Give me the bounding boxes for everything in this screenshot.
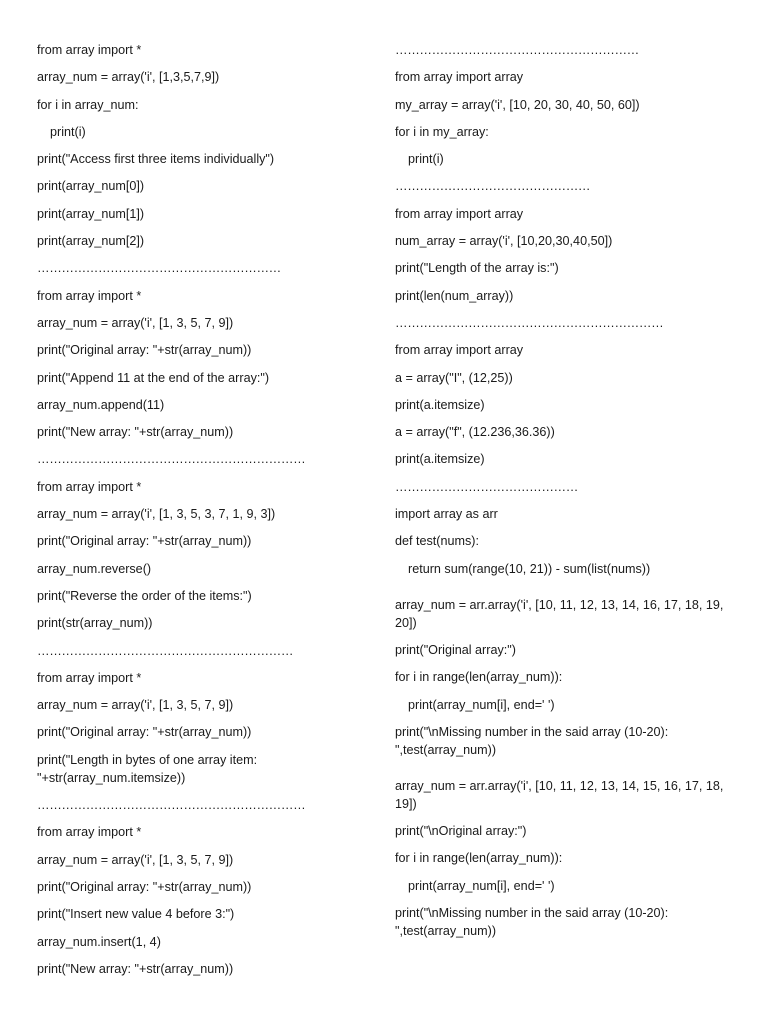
code-line: a = array("I", (12,25)) (395, 370, 513, 385)
code-line: print(a.itemsize) (395, 397, 485, 412)
separator-line: ………………………………………… (395, 179, 591, 194)
separator-line: ………………………………………………………… (37, 452, 306, 467)
code-line: from array import array (395, 206, 524, 221)
code-line: def test(nums): (395, 534, 479, 549)
code-line: print(i) (50, 124, 86, 139)
separator-line: ………………………………………………………… (37, 798, 306, 813)
code-line: print("Original array: "+str(array_num)) (37, 725, 252, 740)
code-line: print("Original array:") (395, 642, 516, 657)
code-line: from array import array (395, 343, 524, 358)
code-line: print("Insert new value 4 before 3:") (37, 907, 235, 922)
left-code-column (37, 41, 357, 987)
code-line: print("Original array: "+str(array_num)) (37, 879, 252, 894)
code-line: print(array_num[i], end=' ') (408, 697, 555, 712)
code-line: array_num.reverse() (37, 561, 152, 576)
code-line: print("\nMissing number in the said array (10-20): ",test(array_num)) (395, 906, 672, 939)
code-line: print("Access first three items individually") (37, 152, 275, 167)
code-line: import array as arr (395, 507, 498, 522)
right-code-column (395, 41, 740, 949)
code-line: print(array_num[0]) (37, 179, 145, 194)
code-line: num_array = array('i', [10,20,30,40,50]) (395, 234, 613, 249)
code-line: print(array_num[1]) (37, 206, 145, 221)
code-line: print("Original array: "+str(array_num)) (37, 534, 252, 549)
code-line: print(i) (408, 152, 444, 167)
code-line: print("\nOriginal array:") (395, 824, 527, 839)
separator-line: ……………………………………… (395, 479, 578, 494)
code-line: array_num.append(11) (37, 397, 165, 412)
code-line: print("Reverse the order of the items:") (37, 588, 252, 603)
code-line: from array import * (37, 825, 142, 840)
separator-line: …………………………………………………… (37, 261, 281, 276)
code-line: my_array = array('i', [10, 20, 30, 40, 50, 60]) (395, 97, 640, 112)
code-line: array_num.insert(1, 4) (37, 934, 161, 949)
code-line: from array import * (37, 479, 142, 494)
code-line: array_num = array('i', [1, 3, 5, 3, 7, 1, 9, 3]) (37, 507, 276, 522)
code-line: print("Length of the array is:") (395, 261, 559, 276)
code-line: print("\nMissing number in the said array (10-20): ",test(array_num)) (395, 724, 672, 757)
code-line: for i in range(len(array_num)): (395, 851, 563, 866)
code-line: print("New array: "+str(array_num)) (37, 961, 234, 976)
code-line: from array import * (37, 670, 142, 685)
code-line: print(array_num[i], end=' ') (408, 878, 555, 893)
code-line: array_num = arr.array('i', [10, 11, 12, 13, 14, 16, 17, 18, 19, 20]) (395, 597, 727, 630)
code-line: print(str(array_num)) (37, 616, 153, 631)
code-line: return sum(range(10, 21)) - sum(list(nums)) (408, 561, 651, 576)
code-line: from array import * (37, 43, 142, 57)
code-line: array_num = array('i', [1, 3, 5, 7, 9]) (37, 852, 234, 867)
code-line: array_num = array('i', [1, 3, 5, 7, 9]) (37, 698, 234, 713)
code-line: from array import array (395, 70, 524, 85)
code-line: for i in my_array: (395, 124, 489, 139)
separator-line: ……………………………………………………… (37, 643, 294, 658)
code-line: print("Append 11 at the end of the array:") (37, 370, 270, 385)
code-line: for i in array_num: (37, 97, 139, 112)
code-line: array_num = array('i', [1, 3, 5, 7, 9]) (37, 315, 234, 330)
code-line: from array import * (37, 288, 142, 303)
code-line: for i in range(len(array_num)): (395, 670, 563, 685)
code-line: print("Original array: "+str(array_num)) (37, 343, 252, 358)
code-line: print(a.itemsize) (395, 452, 485, 467)
code-line: a = array("f", (12.236,36.36)) (395, 425, 555, 440)
code-line: print("Length in bytes of one array item: "+str(array_num.itemsize)) (37, 752, 261, 785)
code-line: array_num = array('i', [1,3,5,7,9]) (37, 70, 220, 85)
separator-line: ………………………………………………………… (395, 315, 664, 330)
code-line: print(len(num_array)) (395, 288, 514, 303)
code-line: print("New array: "+str(array_num)) (37, 425, 234, 440)
code-line: print(array_num[2]) (37, 234, 145, 249)
separator-line: …………………………………………………… (395, 43, 639, 57)
code-line: array_num = arr.array('i', [10, 11, 12, 13, 14, 15, 16, 17, 18, 19]) (395, 778, 727, 811)
